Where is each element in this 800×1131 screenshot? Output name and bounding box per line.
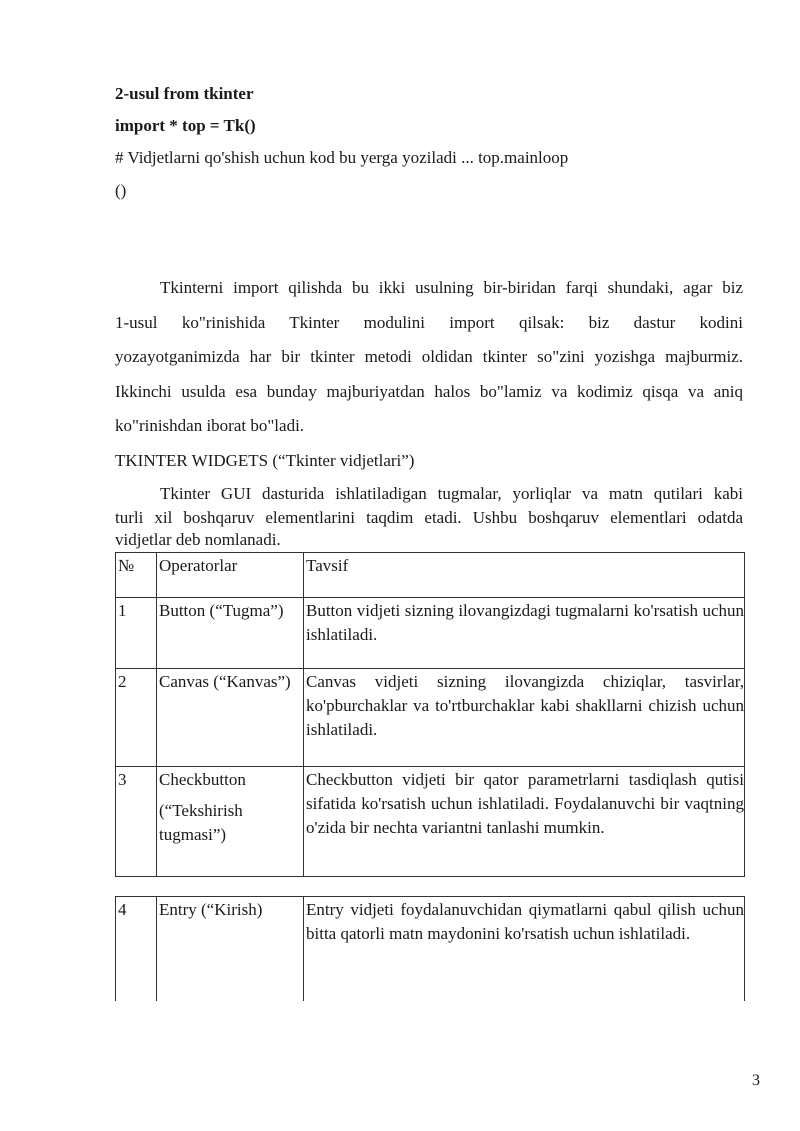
row-number: 1 (118, 601, 127, 620)
widgets-table-continued (115, 896, 745, 1001)
table-cell (304, 897, 745, 1001)
table-cell (304, 669, 745, 767)
code-line-1: 2-usul from tkinter (115, 84, 254, 103)
header-operators: Operatorlar (159, 556, 238, 575)
row-number: 4 (118, 900, 127, 919)
table-cell (157, 897, 304, 1001)
row-number: 3 (118, 770, 127, 789)
table-row (116, 767, 745, 877)
table-cell (304, 598, 745, 669)
paragraph-1-line: yozayotganimizda har bir tkinter metodi oldidan tkinter so"zini yozishga majburmiz. (115, 347, 743, 366)
table-cell (157, 767, 304, 877)
table-cell (157, 669, 304, 767)
table-cell (116, 669, 157, 767)
row-operator-subtitle: (“Tekshirish tugmasi”) (159, 801, 243, 844)
code-line-4: () (115, 181, 127, 200)
table-row (116, 598, 745, 669)
paragraph-1-line: ko"rinishdan iborat bo"ladi. (115, 416, 305, 435)
table-row (116, 669, 745, 767)
page-number: 3 (752, 1072, 760, 1089)
table-header-cell (157, 553, 304, 598)
widgets-table (115, 552, 745, 877)
table-header-row (116, 553, 745, 598)
row-number: 2 (118, 672, 127, 691)
paragraph-1-line: Ikkinchi usulda esa bunday majburiyatdan halos bo"lamiz va kodimiz qisqa va aniq (115, 382, 743, 401)
table-header-cell (116, 553, 157, 598)
paragraph-2-line: turli xil boshqaruv elementlarini taqdim etadi. Ushbu boshqaruv elementlari odatda (115, 508, 743, 527)
paragraph-1-line: Tkinterni import qilishda bu ikki usulning bir-biridan farqi shundaki, agar biz (160, 278, 743, 297)
paragraph-1-line: 1-usul ko"rinishida Tkinter modulini import qilsak: biz dastur kodini (115, 313, 743, 332)
table-cell (116, 767, 157, 877)
row-description: Canvas vidjeti sizning ilovangizda chiziqlar, tasvirlar, ko'pburchaklar va to'rtburchaklar kabi shakllarni chizish uchun ishlatiladi. (306, 672, 744, 739)
table-cell (157, 598, 304, 669)
table-cell (304, 767, 745, 877)
section-heading: TKINTER WIDGETS (“Tkinter vidjetlari”) (115, 451, 415, 470)
row-operator: Button (“Tugma”) (159, 601, 284, 620)
row-description: Checkbutton vidjeti bir qator parametrlarni tasdiqlash qutisi sifatida ko'rsatish uchun ishlatiladi. Foydalanuvchi bir vaqtning o'zida bir nechta variantni tanlashi mumkin. (306, 770, 744, 837)
table-cell (116, 897, 157, 1001)
paragraph-2-line: Tkinter GUI dasturida ishlatiladigan tugmalar, yorliqlar va matn qutilari kabi (160, 484, 743, 503)
header-description: Tavsif (306, 556, 349, 575)
row-description: Entry vidjeti foydalanuvchidan qiymatlarni qabul qilish uchun bitta qatorli matn maydonini ko'rsatish uchun ishlatiladi. (306, 900, 744, 943)
row-operator: Canvas (“Kanvas”) (159, 672, 291, 691)
row-operator: Entry (“Kirish) (159, 900, 263, 919)
table-cell (116, 598, 157, 669)
row-description: Button vidjeti sizning ilovangizdagi tugmalarni ko'rsatish uchun ishlatiladi. (306, 601, 744, 644)
code-line-2: import * top = Tk() (115, 116, 256, 135)
table-header-cell (304, 553, 745, 598)
header-number: № (118, 556, 135, 575)
paragraph-2-line: vidjetlar deb nomlanadi. (115, 530, 281, 549)
row-operator: Checkbutton (159, 770, 246, 789)
table-row (116, 897, 745, 1001)
code-line-3: # Vidjetlarni qo'shish uchun kod bu yerga yoziladi ... top.mainloop (115, 148, 569, 167)
